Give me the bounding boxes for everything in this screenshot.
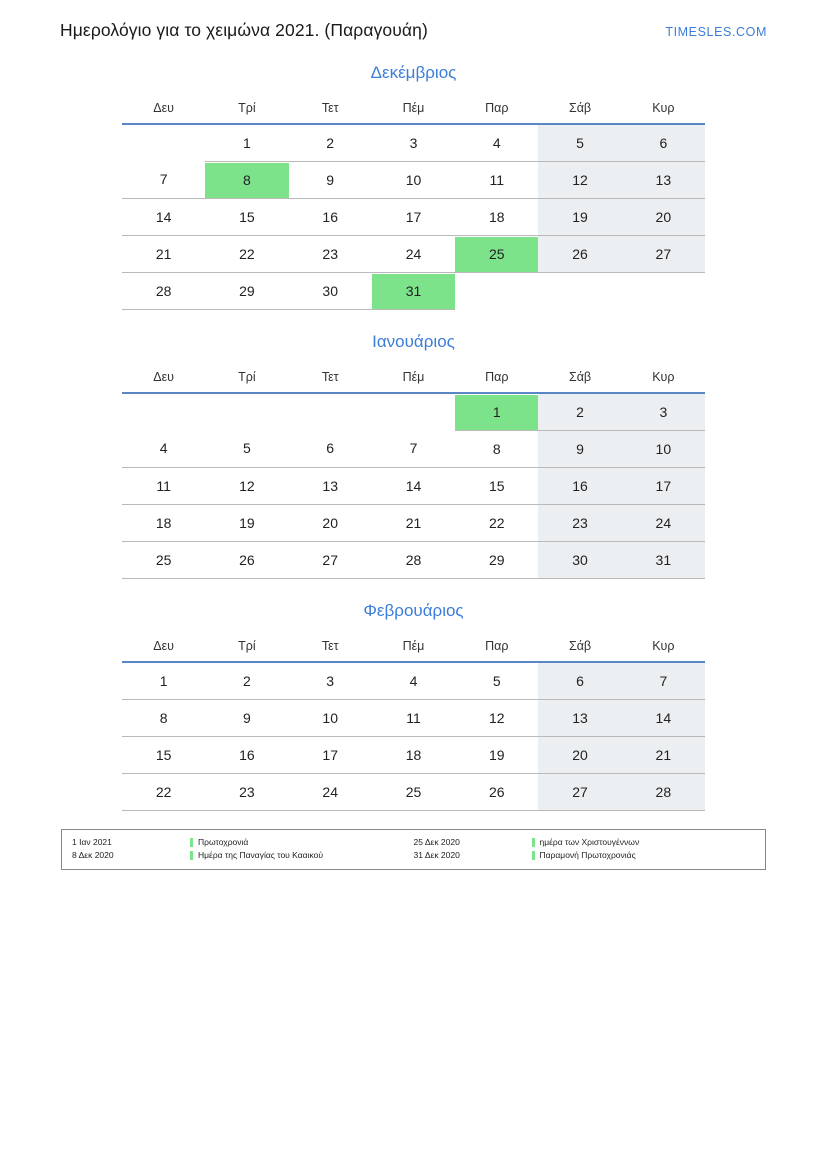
day-cell[interactable] <box>455 505 538 542</box>
day-cell[interactable] <box>289 737 372 774</box>
day-number: 10 <box>655 440 672 457</box>
weekday-header: Τρί <box>205 362 288 393</box>
day-number <box>122 126 205 161</box>
day-number: 26 <box>572 245 588 262</box>
day-number: 21 <box>405 514 422 531</box>
week-row <box>122 542 705 579</box>
day-number: 31 <box>372 274 455 309</box>
day-cell[interactable] <box>372 162 455 199</box>
weekday-header: Πέμ <box>372 362 455 393</box>
weekday-header: Τετ <box>289 631 372 662</box>
day-cell[interactable] <box>455 542 538 579</box>
day-number: 23 <box>239 783 255 800</box>
legend-column <box>414 836 756 862</box>
day-number: 22 <box>488 514 505 531</box>
day-cell[interactable] <box>205 236 288 273</box>
day-cell[interactable] <box>205 199 288 236</box>
day-cell[interactable] <box>372 199 455 236</box>
day-number: 13 <box>572 709 588 726</box>
day-number: 19 <box>572 208 588 225</box>
day-cell[interactable] <box>289 505 372 542</box>
day-cell[interactable] <box>538 162 621 199</box>
week-row <box>122 124 705 162</box>
day-number: 19 <box>488 746 505 763</box>
month-table <box>122 362 705 579</box>
day-cell[interactable] <box>122 236 205 273</box>
month-title: Ιανουάριος <box>372 332 455 351</box>
empty-cell <box>205 393 288 431</box>
weekday-header: Σάβ <box>538 93 621 124</box>
day-cell[interactable] <box>622 700 705 737</box>
day-cell[interactable] <box>455 468 538 505</box>
weekday-header: Τρί <box>205 631 288 662</box>
day-number: 29 <box>488 551 505 568</box>
day-cell[interactable] <box>205 468 288 505</box>
month-block <box>122 597 705 811</box>
day-number <box>455 274 538 309</box>
legend-holiday-name: Ημέρα της Παναγίας του Κααικού <box>198 850 323 860</box>
weekday-header-row <box>122 93 705 124</box>
day-number: 7 <box>159 171 168 188</box>
empty-cell <box>372 393 455 431</box>
day-number: 15 <box>155 746 172 763</box>
day-number: 9 <box>576 440 584 457</box>
weekday-header-row <box>122 362 705 393</box>
day-cell[interactable] <box>289 468 372 505</box>
day-number: 26 <box>488 783 505 800</box>
day-cell[interactable] <box>622 124 705 162</box>
day-cell[interactable] <box>455 700 538 737</box>
empty-cell <box>122 124 205 162</box>
weekday-header: Σάβ <box>538 631 621 662</box>
day-cell[interactable] <box>372 662 455 700</box>
day-cell[interactable] <box>205 124 288 162</box>
brand-logo[interactable]: TIMESLES.COM <box>665 25 767 39</box>
day-number: 4 <box>492 134 501 151</box>
week-row <box>122 199 705 236</box>
legend-holiday-name: Παραμονή Πρωτοχρονιάς <box>539 850 636 860</box>
legend-date: 31 Δεκ 2020 <box>413 850 460 860</box>
day-number: 27 <box>572 783 588 800</box>
day-number: 11 <box>406 709 421 726</box>
day-number: 30 <box>322 282 338 299</box>
day-number: 26 <box>239 551 255 568</box>
day-cell[interactable] <box>538 662 621 700</box>
day-cell[interactable] <box>289 199 372 236</box>
day-cell[interactable] <box>205 431 288 468</box>
legend-date: 1 Ιαν 2021 <box>72 837 112 847</box>
day-number <box>122 395 205 430</box>
day-number: 18 <box>155 514 172 531</box>
day-number <box>622 274 705 309</box>
day-number: 6 <box>659 134 668 151</box>
day-number: 2 <box>576 403 584 420</box>
day-number: 20 <box>572 746 588 763</box>
day-number: 1 <box>159 672 168 689</box>
day-number: 5 <box>492 672 501 689</box>
day-number <box>372 395 455 430</box>
day-cell[interactable] <box>622 162 705 199</box>
day-number: 20 <box>322 514 338 531</box>
week-row <box>122 468 705 505</box>
day-number: 25 <box>455 237 538 272</box>
week-row <box>122 236 705 273</box>
day-number: 8 <box>159 709 168 726</box>
legend-item <box>414 849 756 862</box>
day-number: 25 <box>405 783 422 800</box>
weekday-header: Παρ <box>455 631 538 662</box>
day-cell[interactable] <box>538 700 621 737</box>
day-cell[interactable] <box>538 737 621 774</box>
month-title: Φεβρουάριος <box>363 601 464 620</box>
day-number: 24 <box>405 245 422 262</box>
legend-color-swatch <box>190 838 193 847</box>
legend-holiday-name: ημέρα των Χριστουγέννων <box>539 837 640 847</box>
weekday-header: Σάβ <box>538 362 621 393</box>
day-number: 27 <box>322 551 338 568</box>
day-cell[interactable] <box>622 431 705 468</box>
empty-cell <box>622 273 705 310</box>
day-number: 20 <box>655 208 672 225</box>
day-cell[interactable] <box>289 542 372 579</box>
day-number: 17 <box>655 477 672 494</box>
day-cell[interactable] <box>205 662 288 700</box>
weekday-header: Τετ <box>289 362 372 393</box>
day-number: 3 <box>659 403 668 420</box>
day-cell[interactable] <box>538 393 621 431</box>
weekday-header: Παρ <box>455 362 538 393</box>
day-number: 28 <box>155 282 172 299</box>
month-table <box>122 631 705 811</box>
week-row <box>122 393 705 431</box>
day-cell[interactable] <box>289 774 372 811</box>
day-cell[interactable] <box>205 774 288 811</box>
day-cell[interactable] <box>289 431 372 468</box>
day-number: 13 <box>322 477 338 494</box>
holiday-day-cell[interactable] <box>372 273 455 310</box>
day-number: 12 <box>572 171 588 188</box>
day-number: 14 <box>155 208 172 225</box>
weekday-header: Κυρ <box>622 631 705 662</box>
weekday-header: Δευ <box>122 93 205 124</box>
day-number: 17 <box>322 746 338 763</box>
page-title: Ημερολόγιο για το χειμώνα 2021. (Παραγουάη) <box>60 20 428 40</box>
day-number: 6 <box>326 440 335 457</box>
day-number: 16 <box>572 477 588 494</box>
day-number: 1 <box>455 395 538 430</box>
day-cell[interactable] <box>122 737 205 774</box>
day-number: 18 <box>405 746 422 763</box>
weekday-header: Κυρ <box>622 93 705 124</box>
page-header <box>0 0 827 41</box>
day-number: 18 <box>488 208 505 225</box>
day-number: 25 <box>155 551 172 568</box>
day-cell[interactable] <box>372 505 455 542</box>
week-row <box>122 700 705 737</box>
day-cell[interactable] <box>622 393 705 431</box>
day-cell[interactable] <box>455 199 538 236</box>
day-number <box>289 395 372 430</box>
day-number: 23 <box>322 245 338 262</box>
day-cell[interactable] <box>538 774 621 811</box>
day-number: 5 <box>243 440 251 457</box>
legend <box>61 829 766 870</box>
legend-color-swatch <box>532 838 535 847</box>
day-cell[interactable] <box>122 273 205 310</box>
day-cell[interactable] <box>538 124 621 162</box>
legend-item <box>414 836 756 849</box>
day-cell[interactable] <box>622 199 705 236</box>
day-number: 30 <box>572 551 588 568</box>
day-cell[interactable] <box>122 431 205 468</box>
day-cell[interactable] <box>372 236 455 273</box>
day-number: 3 <box>326 672 335 689</box>
legend-date: 25 Δεκ 2020 <box>413 837 460 847</box>
day-number: 10 <box>405 171 422 188</box>
month-block <box>122 59 705 310</box>
day-cell[interactable] <box>289 662 372 700</box>
day-number: 31 <box>655 551 672 568</box>
weekday-header: Κυρ <box>622 362 705 393</box>
month-title: Δεκέμβριος <box>370 63 457 82</box>
day-cell[interactable] <box>122 162 205 199</box>
day-number: 5 <box>576 134 584 151</box>
months-container <box>0 59 827 811</box>
day-number: 2 <box>326 134 335 151</box>
day-cell[interactable] <box>455 737 538 774</box>
weekday-header: Τρί <box>205 93 288 124</box>
week-row <box>122 662 705 700</box>
day-number: 13 <box>655 171 672 188</box>
day-cell[interactable] <box>205 542 288 579</box>
day-number: 16 <box>239 746 255 763</box>
legend-column <box>72 836 414 862</box>
legend-item <box>72 836 414 849</box>
day-number: 4 <box>409 672 418 689</box>
week-row <box>122 737 705 774</box>
day-cell[interactable] <box>122 542 205 579</box>
day-cell[interactable] <box>372 774 455 811</box>
day-cell[interactable] <box>455 774 538 811</box>
day-cell[interactable] <box>372 431 455 468</box>
day-number: 14 <box>405 477 422 494</box>
day-number: 12 <box>239 477 255 494</box>
day-number: 15 <box>488 477 505 494</box>
day-cell[interactable] <box>622 774 705 811</box>
day-cell[interactable] <box>538 505 621 542</box>
legend-date: 8 Δεκ 2020 <box>72 850 114 860</box>
day-number: 10 <box>322 709 338 726</box>
day-cell[interactable] <box>205 505 288 542</box>
month-table <box>122 93 705 310</box>
day-number: 15 <box>239 208 255 225</box>
day-number: 11 <box>489 171 505 188</box>
day-number: 1 <box>243 134 251 151</box>
empty-cell <box>538 273 621 310</box>
weekday-header: Τετ <box>289 93 372 124</box>
weekday-header: Δευ <box>122 631 205 662</box>
legend-item <box>72 849 414 862</box>
day-number: 8 <box>205 163 288 198</box>
day-number: 22 <box>155 783 172 800</box>
day-number: 29 <box>239 282 255 299</box>
day-number: 28 <box>655 783 672 800</box>
month-block <box>122 328 705 579</box>
day-cell[interactable] <box>372 124 455 162</box>
holiday-day-cell[interactable] <box>455 236 538 273</box>
day-cell[interactable] <box>538 542 621 579</box>
day-cell[interactable] <box>122 199 205 236</box>
day-cell[interactable] <box>622 542 705 579</box>
day-number: 23 <box>572 514 588 531</box>
day-number <box>538 274 621 309</box>
week-row <box>122 774 705 811</box>
day-number: 12 <box>488 709 505 726</box>
day-cell[interactable] <box>122 505 205 542</box>
day-cell[interactable] <box>372 542 455 579</box>
day-cell[interactable] <box>538 199 621 236</box>
day-cell[interactable] <box>372 700 455 737</box>
day-cell[interactable] <box>455 662 538 700</box>
day-cell[interactable] <box>289 236 372 273</box>
weekday-header-row <box>122 631 705 662</box>
day-cell[interactable] <box>538 468 621 505</box>
empty-cell <box>122 393 205 431</box>
week-row <box>122 162 705 199</box>
day-cell[interactable] <box>122 700 205 737</box>
day-cell[interactable] <box>122 774 205 811</box>
day-cell[interactable] <box>455 124 538 162</box>
day-number <box>205 395 288 430</box>
weekday-header: Δευ <box>122 362 205 393</box>
day-cell[interactable] <box>455 431 538 468</box>
day-cell[interactable] <box>372 468 455 505</box>
week-row <box>122 431 705 468</box>
weekday-header: Πέμ <box>372 93 455 124</box>
day-number: 24 <box>655 514 672 531</box>
empty-cell <box>455 273 538 310</box>
day-cell[interactable] <box>622 737 705 774</box>
holiday-day-cell[interactable] <box>205 162 288 199</box>
day-cell[interactable] <box>205 700 288 737</box>
day-cell[interactable] <box>622 468 705 505</box>
day-number: 24 <box>322 783 338 800</box>
day-cell[interactable] <box>289 273 372 310</box>
day-number: 21 <box>155 245 172 262</box>
week-row <box>122 505 705 542</box>
weekday-header: Πέμ <box>372 631 455 662</box>
empty-cell <box>289 393 372 431</box>
day-cell[interactable] <box>289 124 372 162</box>
day-number: 9 <box>243 709 251 726</box>
day-number: 16 <box>322 208 338 225</box>
legend-holiday-name: Πρωτοχρονιά <box>198 837 249 847</box>
day-cell[interactable] <box>622 662 705 700</box>
day-number: 7 <box>409 440 418 457</box>
day-cell[interactable] <box>455 162 538 199</box>
day-number: 14 <box>655 709 672 726</box>
day-number: 21 <box>655 746 672 763</box>
day-number: 9 <box>326 171 335 188</box>
day-number: 6 <box>576 672 584 689</box>
weekday-header: Παρ <box>455 93 538 124</box>
day-number: 4 <box>159 440 168 457</box>
day-cell[interactable] <box>205 273 288 310</box>
day-number: 17 <box>405 208 422 225</box>
day-cell[interactable] <box>122 468 205 505</box>
day-number: 3 <box>409 134 418 151</box>
day-number: 22 <box>239 245 255 262</box>
day-number: 8 <box>492 440 501 457</box>
day-number: 7 <box>659 672 668 689</box>
week-row <box>122 273 705 310</box>
holiday-day-cell[interactable] <box>455 393 538 431</box>
day-cell[interactable] <box>538 431 621 468</box>
day-cell[interactable] <box>289 162 372 199</box>
day-number: 11 <box>156 477 171 494</box>
legend-color-swatch <box>190 851 193 860</box>
day-number: 27 <box>655 245 672 262</box>
legend-color-swatch <box>532 851 535 860</box>
day-cell[interactable] <box>289 700 372 737</box>
day-cell[interactable] <box>622 236 705 273</box>
day-cell[interactable] <box>538 236 621 273</box>
day-cell[interactable] <box>372 737 455 774</box>
day-number: 2 <box>243 672 251 689</box>
day-cell[interactable] <box>622 505 705 542</box>
day-cell[interactable] <box>205 737 288 774</box>
day-number: 28 <box>405 551 422 568</box>
day-cell[interactable] <box>122 662 205 700</box>
day-number: 19 <box>239 514 255 531</box>
